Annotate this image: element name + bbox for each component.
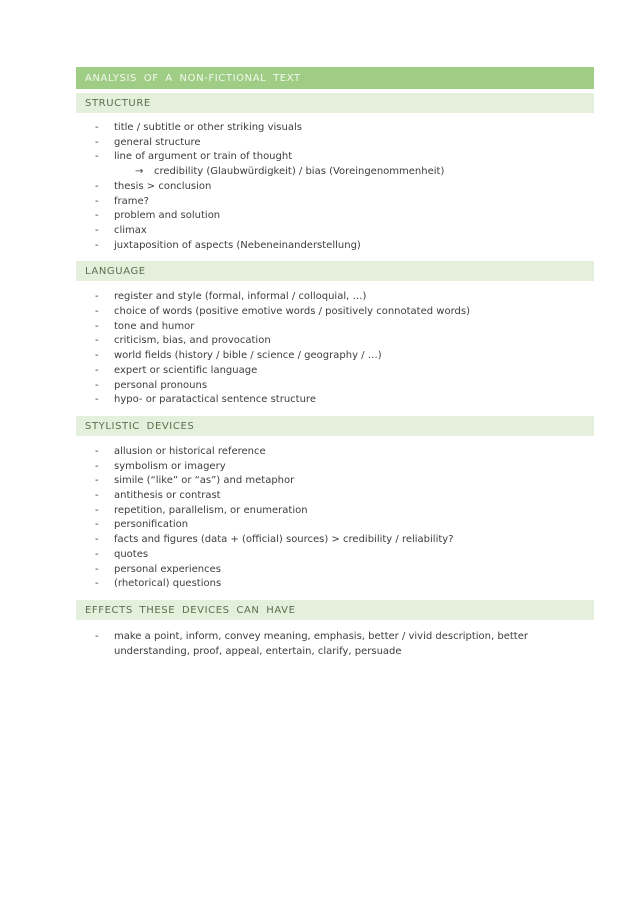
list-item: - antithesis or contrast — [76, 489, 594, 504]
list-item: - repetition, parallelism, or enumeration — [76, 504, 594, 519]
list-item: - personal pronouns — [76, 379, 594, 394]
bullet-dash: - — [95, 195, 99, 207]
bullet-dash: - — [95, 151, 99, 163]
list-item: - hypo- or paratactical sentence structure — [76, 393, 594, 408]
section-heading-language: LANGUAGE — [76, 261, 594, 281]
bullet-dash: - — [95, 291, 99, 303]
list-item: - general structure — [76, 136, 594, 151]
list-item: - personification — [76, 518, 594, 533]
bullet-dash: - — [95, 210, 99, 222]
structure-list — [76, 121, 594, 253]
bullet-dash: - — [95, 364, 99, 376]
list-item: - frame? — [76, 195, 594, 210]
stylistic-devices-list — [76, 445, 594, 592]
list-subitem: → credibility (Glaubwürdigkeit) / bias (Voreingenommenheit) — [76, 165, 594, 180]
bullet-dash: - — [95, 379, 99, 391]
bullet-dash: - — [95, 224, 99, 236]
bullet-dash: - — [95, 563, 99, 575]
bullet-dash: - — [95, 445, 99, 457]
list-item: - world fields (history / bible / science / geography / …) — [76, 349, 594, 364]
bullet-dash: - — [95, 519, 99, 531]
bullet-dash: - — [95, 490, 99, 502]
bullet-dash: - — [95, 180, 99, 192]
arrow-icon: → — [135, 166, 144, 178]
list-item: - criticism, bias, and provocation — [76, 334, 594, 349]
section-heading-stylistic-devices: STYLISTIC DEVICES — [76, 416, 594, 436]
list-item: - title / subtitle or other striking visuals — [76, 121, 594, 136]
list-item: - simile (“like” or “as”) and metaphor — [76, 474, 594, 489]
list-item: - tone and humor — [76, 320, 594, 335]
list-item: - allusion or historical reference — [76, 445, 594, 460]
list-item: - make a point, inform, convey meaning, emphasis, better / vivid description, better understanding, proof, appeal, entertain, clarify, persuade — [95, 630, 528, 657]
section-heading-effects: EFFECTS THESE DEVICES CAN HAVE — [76, 600, 594, 620]
list-item: - register and style (formal, informal / colloquial, …) — [76, 290, 594, 305]
document-page — [76, 67, 594, 659]
bullet-dash: - — [95, 136, 99, 148]
list-item: - climax — [76, 224, 594, 239]
list-item: - line of argument or train of thought — [76, 150, 594, 165]
bullet-dash: - — [95, 504, 99, 516]
section-heading-structure: STRUCTURE — [76, 93, 594, 113]
list-item: - personal experiences — [76, 563, 594, 578]
list-item: - juxtaposition of aspects (Nebeneinanderstellung) — [76, 239, 594, 254]
bullet-dash: - — [95, 350, 99, 362]
bullet-dash: - — [95, 460, 99, 472]
list-item: - expert or scientific language — [76, 364, 594, 379]
language-list — [76, 290, 594, 408]
document-title: ANALYSIS OF A NON-FICTIONAL TEXT — [76, 67, 594, 89]
effects-list — [76, 630, 594, 659]
list-item: - symbolism or imagery — [76, 460, 594, 475]
list-item: - facts and figures (data + (official) sources) > credibility / reliability? — [76, 533, 594, 548]
list-item: - choice of words (positive emotive words / positively connotated words) — [76, 305, 594, 320]
bullet-dash: - — [95, 394, 99, 406]
bullet-dash: - — [95, 475, 99, 487]
bullet-dash: - — [95, 306, 99, 318]
bullet-dash: - — [95, 239, 99, 251]
bullet-dash: - — [95, 534, 99, 546]
list-item: - problem and solution — [76, 209, 594, 224]
bullet-dash: - — [95, 548, 99, 560]
list-item: - (rhetorical) questions — [76, 577, 594, 592]
list-item: - thesis > conclusion — [76, 180, 594, 195]
bullet-dash: - — [95, 320, 99, 332]
bullet-dash: - — [95, 122, 99, 133]
bullet-dash: - — [95, 335, 99, 347]
bullet-dash: - — [95, 630, 99, 642]
list-item: - quotes — [76, 548, 594, 563]
bullet-dash: - — [95, 578, 99, 590]
